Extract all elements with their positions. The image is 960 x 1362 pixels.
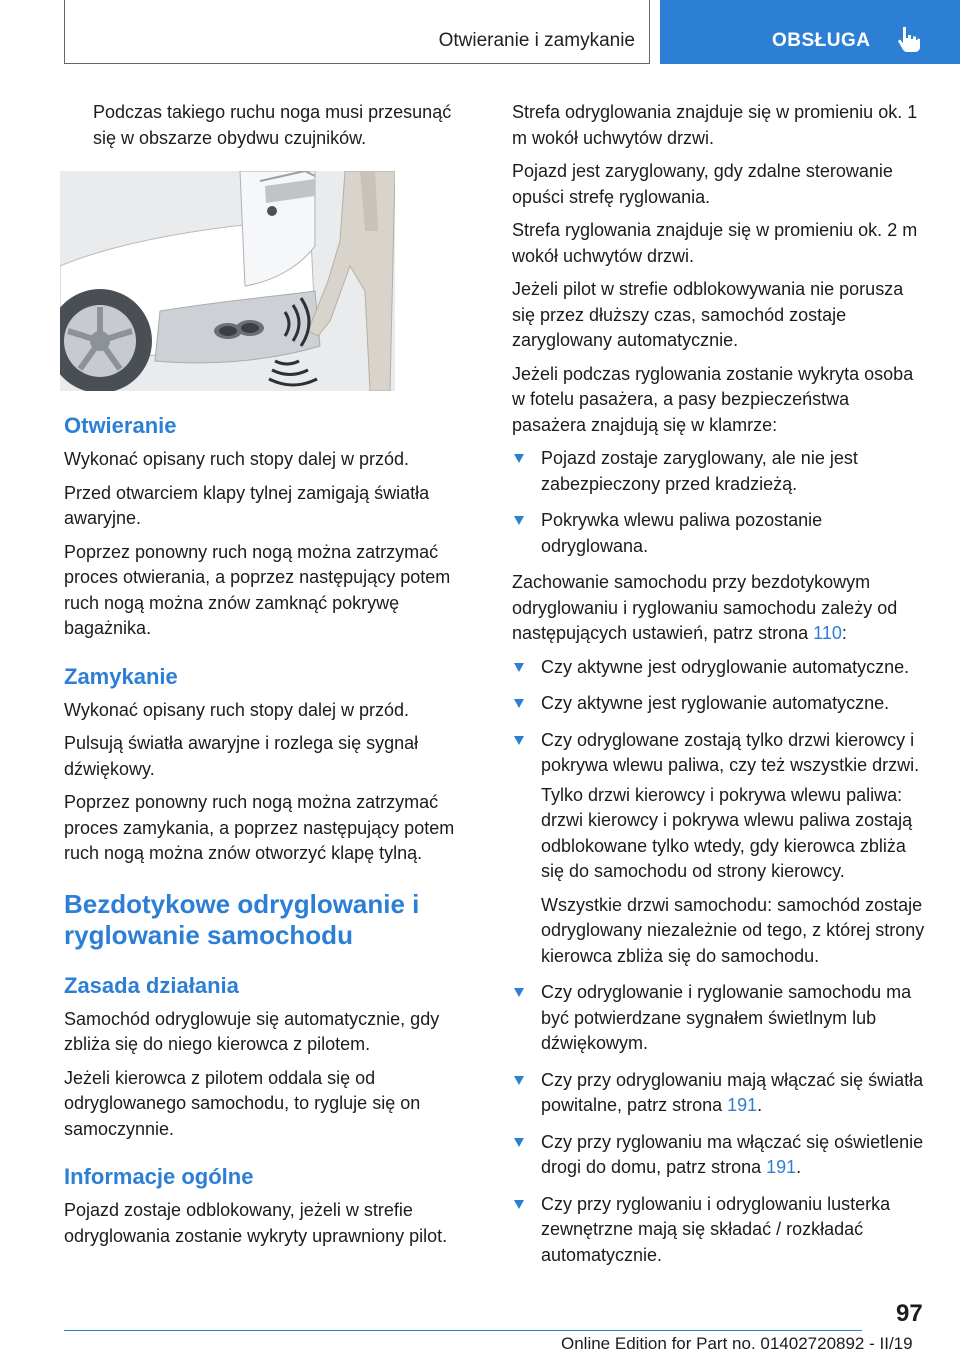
closing-paragraph-3: Poprzez ponowny ruch nogą można zatrzymać proces zamykania, a poprzez następujący potem ruch nogą można znów otworzyć klapę tylną. xyxy=(64,792,455,863)
triangle-bullet-icon xyxy=(514,454,524,463)
list-item: Czy aktywne jest ryglowanie automatyczne. xyxy=(512,691,927,717)
closing-paragraph-2: Pulsują światła awaryjne i rozlega się sygnał dźwiękowy. xyxy=(64,733,419,779)
list-item: Czy odryglowanie i ryglowanie samochodu ma być potwierdzane sygnałem świetlnym lub dźwiękowym. xyxy=(512,980,927,1057)
triangle-bullet-icon xyxy=(514,699,524,708)
triangle-bullet-icon xyxy=(514,1138,524,1147)
principle-paragraph-2: Jeżeli kierowca z pilotem oddala się od odryglowanego samochodu, to rygluje się on samoczynnie. xyxy=(64,1067,421,1139)
settings-bullet-list xyxy=(512,655,927,1269)
right-column xyxy=(512,100,927,1279)
opening-paragraph-3: Poprzez ponowny ruch nogą można zatrzymać proces otwierania, a poprzez następujący potem ruch nogą można znów zamknąć pokrywę bagażnika. xyxy=(64,541,451,638)
list-item: Czy przy ryglowaniu ma włączać się oświetlenie drogi do domu, patrz strona 191. xyxy=(512,1130,927,1181)
page-link-191[interactable]: 191 xyxy=(766,1157,797,1177)
auto-lock-paragraph: Jeżeli pilot w strefie odblokowywania nie porusza się przez dłuższy czas, samochód zostaje zaryglowany automatycznie. xyxy=(512,279,904,350)
comfort-access-heading: Bezdotykowe odryglowanie i ryglowanie samochodu xyxy=(64,888,420,950)
closing-heading: Zamykanie xyxy=(64,663,178,689)
sub-paragraph-all-doors: Wszystkie drzwi samochodu: samochód zostaje odryglowany niezależnie od tego, z której strony kierowca zbliża się do samochodu. xyxy=(541,894,925,966)
page-link-191[interactable]: 191 xyxy=(727,1095,758,1115)
page-link-110[interactable]: 110 xyxy=(813,623,842,643)
hand-pointer-icon xyxy=(893,24,923,54)
lock-zone-paragraph: Strefa ryglowania znajduje się w promieniu ok. 2 m wokół uchwytów drzwi. xyxy=(512,220,918,266)
header-chapter-title: OBSŁUGA xyxy=(772,30,871,51)
triangle-bullet-icon xyxy=(514,516,524,525)
triangle-bullet-icon xyxy=(514,1076,524,1085)
passenger-paragraph: Jeżeli podczas ryglowania zostanie wykryta osoba w fotelu pasażera, a pasy bezpieczeństwa pasażera znajdują się w klamrze: xyxy=(512,363,914,435)
header-section-title: Otwieranie i zamykanie xyxy=(438,30,635,51)
sub-paragraph-driver-door: Tylko drzwi kierowcy i pokrywa wlewu paliwa: drzwi kierowcy i pokrywa wlewu paliwa zostają odblokowane tylko wtedy, gdy kierowca zbliża się do samochodu od strony kierowcy. xyxy=(541,784,913,881)
closing-paragraph-1: Wykonać opisany ruch stopy dalej w przód. xyxy=(64,699,410,720)
left-column xyxy=(64,100,479,1257)
unlock-zone-paragraph: Strefa odryglowania znajduje się w promieniu ok. 1 m wokół uchwytów drzwi. xyxy=(512,102,918,148)
opening-heading: Otwieranie xyxy=(64,413,177,438)
list-item: Czy przy ryglowaniu i odryglowaniu lusterka zewnętrzne mają się składać / rozkładać automatycznie. xyxy=(512,1192,927,1269)
opening-paragraph-2: Przed otwarciem klapy tylnej zamigają światła awaryjne. xyxy=(64,482,430,528)
list-item: Czy przy odryglowaniu mają włączać się światła powitalne, patrz strona 191. xyxy=(512,1068,927,1119)
locked-paragraph: Pojazd jest zaryglowany, gdy zdalne sterowanie opuści strefę ryglowania. xyxy=(512,161,893,207)
triangle-bullet-icon xyxy=(514,1200,524,1209)
principle-paragraph-1: Samochód odryglowuje się automatycznie, gdy zbliża się do niego kierowca z pilotem. xyxy=(64,1008,440,1054)
footer-edition: Online Edition for Part no. 01402720892 - II/19 xyxy=(561,1334,913,1353)
list-item: Czy aktywne jest odryglowanie automatyczne. xyxy=(512,655,927,681)
intro-paragraph: Podczas takiego ruchu noga musi przesunąć się w obszarze obydwu czujników. xyxy=(93,102,452,148)
general-info-heading: Informacje ogólne xyxy=(64,1164,254,1189)
principle-heading: Zasada działania xyxy=(64,972,239,998)
triangle-bullet-icon xyxy=(514,988,524,997)
settings-paragraph: Zachowanie samochodu przy bezdotykowym odryglowaniu i ryglowaniu samochodu zależy od następujących ustawień, patrz strona 110: xyxy=(512,572,898,643)
list-item: Pokrywka wlewu paliwa pozostanie odryglowana. xyxy=(512,508,927,559)
opening-paragraph-1: Wykonać opisany ruch stopy dalej w przód. xyxy=(64,449,410,469)
list-item: Czy odryglowane zostają tylko drzwi kierowcy i pokrywa wlewu paliwa, czy też wszystkie drzwi. Tylko drzwi kierowcy i pokrywa wlewu paliwa: drzwi kierowcy i pokrywa wlewu paliwa zostają odblokowane tylko wtedy, gdy kierowca zbliża się do samochodu od strony kierowcy. Wszystkie drzwi samochodu: samochód zostaje odryglowany niezależnie od tego, z której strony kierowca zbliża się do samochodu. xyxy=(512,728,927,970)
list-item: Pojazd zostaje zaryglowany, ale nie jest zabezpieczony przed kradzieżą. xyxy=(512,446,927,497)
general-info-paragraph: Pojazd zostaje odblokowany, jeżeli w strefie odryglowania zostanie wykryty uprawniony pilot. xyxy=(64,1200,448,1246)
triangle-bullet-icon xyxy=(514,663,524,672)
footer-divider xyxy=(64,1330,862,1331)
page-number: 97 xyxy=(896,1300,923,1327)
passenger-bullet-list xyxy=(512,446,927,559)
header-chapter-tab xyxy=(660,0,960,64)
header-section-tab xyxy=(64,0,650,64)
triangle-bullet-icon xyxy=(514,736,524,745)
foot-sensor-illustration xyxy=(60,171,395,391)
